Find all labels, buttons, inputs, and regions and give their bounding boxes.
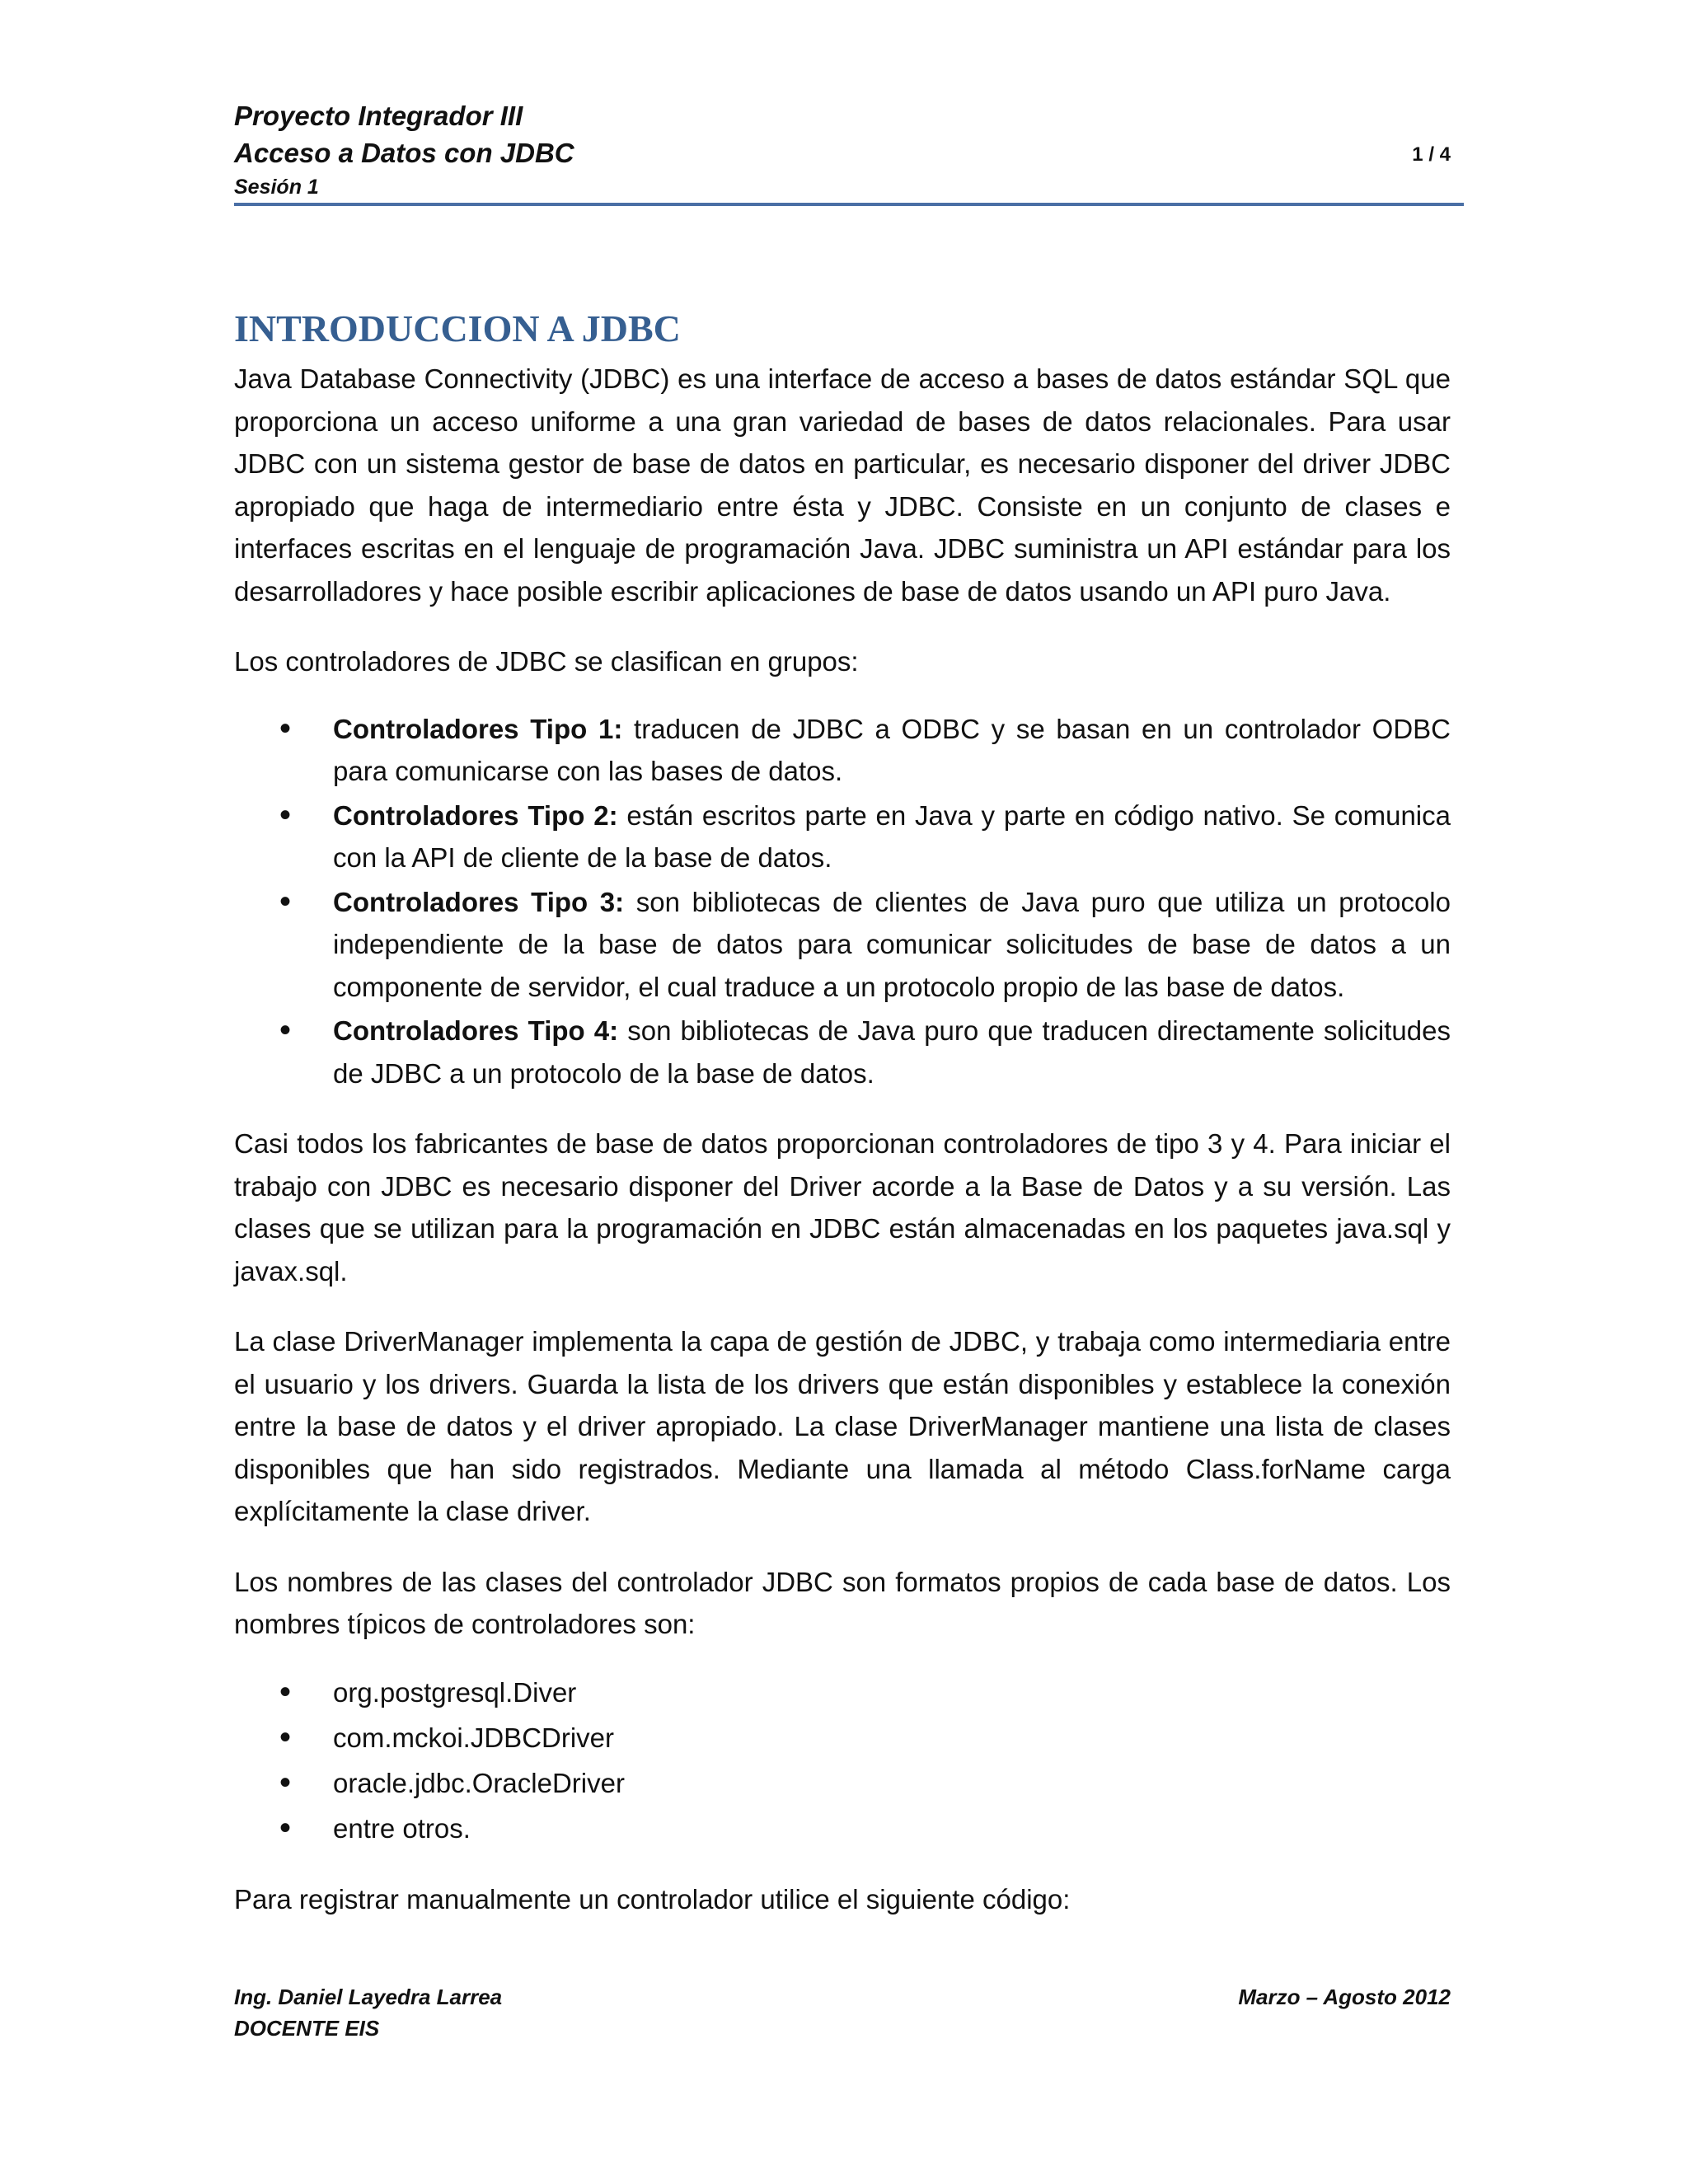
register-paragraph: Para registrar manualmente un controlador utilice el siguiente código: — [234, 1883, 1071, 1915]
page-number: 1 / 4 — [1412, 143, 1451, 166]
driver-type-text: traducen de JDBC a ODBC y se basan en un controlador ODBC para comunicarse con las bases de datos. — [333, 713, 1451, 786]
footer-role: DOCENTE EIS — [234, 2016, 380, 2041]
header-session: Sesión 1 — [234, 176, 319, 199]
names-intro-paragraph: Los nombres de las clases del controlador JDBC son formatos propios de cada base de datos. Los nombres típicos de controladores son: — [234, 1566, 1451, 1639]
driver-type-label: Controladores Tipo 2: — [333, 799, 618, 831]
header-subtitle: Acceso a Datos con JDBC — [234, 138, 574, 168]
header-divider — [234, 203, 1464, 206]
page-header — [234, 97, 1464, 203]
list-item: • entre otros. — [234, 1807, 1451, 1850]
footer-date: Marzo – Agosto 2012 — [1238, 1985, 1451, 2009]
driver-manager-paragraph: La clase DriverManager implementa la capa de gestión de JDBC, y trabaja como intermediaria entre el usuario y los drivers. Guarda la lista de los drivers que están disponibles y establece la conexión entre la base de datos y el driver apropiado. La clase DriverManager mantiene una lista de clases disponibles que han sido registrados. Mediante una llamada al método Class.forName carga explícitamente la clase driver. — [234, 1326, 1451, 1526]
intro-paragraph: Java Database Connectivity (JDBC) es una interface de acceso a bases de datos estándar SQL que proporciona un acceso uniforme a una gran variedad de bases de datos relacionales. Para usar JDBC con un sistema gestor de base de datos en particular, es necesario disponer del driver JDBC apropiado que haga de intermediario entre ésta y JDBC. Consiste en un conjunto de clases e interfaces escritas en el lenguaje de programación Java. JDBC suministra un API estándar para los desarrolladores y hace posible escribir aplicaciones de base de datos usando un API puro Java. — [234, 363, 1451, 607]
driver-type-text: son bibliotecas de Java puro que traducen directamente solicitudes de JDBC a un protocolo de la base de datos. — [333, 1015, 1451, 1089]
header-title: Proyecto Integrador III — [234, 101, 523, 131]
list-item: • org.postgresql.Diver — [234, 1671, 1451, 1714]
driver-type-label: Controladores Tipo 4: — [333, 1015, 619, 1046]
list-item — [234, 1010, 1451, 1094]
driver-type-text: están escritos parte en Java y parte en código nativo. Se comunica con la API de cliente de la base de datos. — [333, 799, 1451, 873]
groups-intro-paragraph: Los controladores de JDBC se clasifican en grupos: — [234, 646, 859, 677]
footer-author: Ing. Daniel Layedra Larrea — [234, 1985, 503, 2009]
section-heading: INTRODUCCION A JDBC — [234, 307, 681, 349]
page-footer — [234, 1981, 1451, 2044]
driver-type-text: son bibliotecas de clientes de Java puro que utiliza un protocolo independiente de la base de datos para comunicar solicitudes de base de datos a un componente de servidor, el cual traduce a un protocolo propio de las base de datos. — [333, 886, 1451, 1002]
page-body — [234, 303, 1451, 1948]
list-item: • com.mckoi.JDBCDriver — [234, 1716, 1451, 1760]
driver-type-label: Controladores Tipo 1: — [333, 713, 623, 744]
vendors-paragraph: Casi todos los fabricantes de base de datos proporcionan controladores de tipo 3 y 4. Para iniciar el trabajo con JDBC es necesario disponer del Driver acorde a la Base de Datos y a su versión. Las clases que se utilizan para la programación en JDBC están almacenadas en los paquetes java.sql y javax.sql. — [234, 1128, 1451, 1286]
list-item — [234, 794, 1451, 879]
list-item — [234, 881, 1451, 1009]
list-item: • oracle.jdbc.OracleDriver — [234, 1761, 1451, 1805]
list-item — [234, 708, 1451, 793]
driver-names-list — [234, 1671, 1451, 1850]
driver-type-label: Controladores Tipo 3: — [333, 886, 625, 917]
driver-types-list — [234, 708, 1451, 1095]
